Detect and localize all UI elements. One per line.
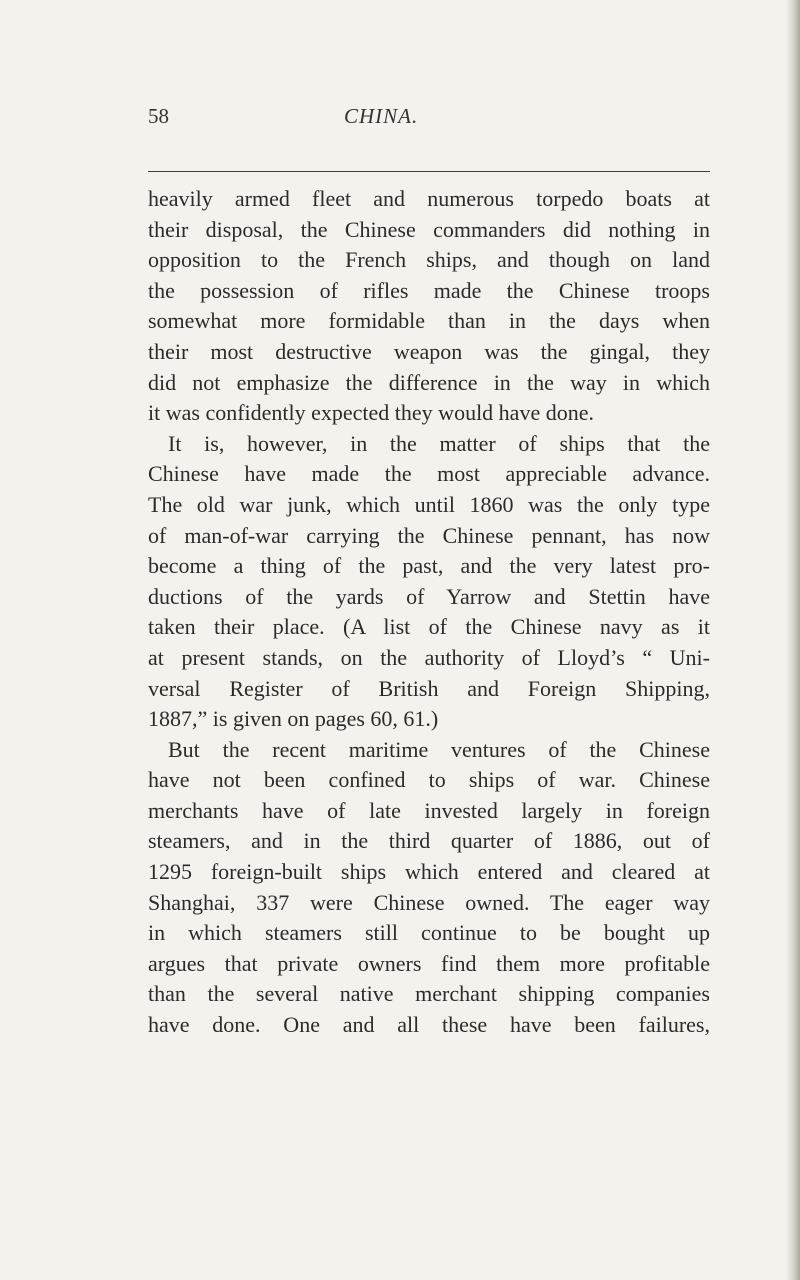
text-line: in which steamers still continue to be bought up: [148, 920, 710, 946]
text-line: their disposal, the Chinese commanders did nothing in: [148, 216, 710, 242]
page-number: 58: [148, 104, 169, 128]
text-line: It is, however, in the matter of ships that the: [168, 430, 710, 456]
text-line: did not emphasize the difference in the way in which: [148, 369, 710, 395]
text-line: steamers, and in the third quarter of 1886, out of: [148, 828, 710, 854]
text-line: opposition to the French ships, and though on land: [148, 247, 710, 273]
text-line: versal Register of British and Foreign Shipping,: [148, 675, 710, 701]
text-line: Shanghai, 337 were Chinese owned. The eager way: [148, 889, 710, 915]
text-line: their most destructive weapon was the gingal, they: [148, 338, 710, 364]
text-line: than the several native merchant shipping companies: [148, 981, 710, 1007]
text-line: have done. One and all these have been failures,: [148, 1012, 710, 1038]
text-line: ductions of the yards of Yarrow and Stettin have: [148, 583, 710, 609]
text-line: merchants have of late invested largely in foreign: [148, 797, 710, 823]
text-line: But the recent maritime ventures of the Chinese: [168, 736, 710, 762]
text-line: somewhat more formidable than in the days when: [148, 308, 710, 334]
text-line: at present stands, on the authority of Lloyd’s “ Uni-: [148, 644, 710, 670]
text-line: The old war junk, which until 1860 was the only type: [148, 491, 710, 517]
text-line: heavily armed fleet and numerous torpedo boats at: [148, 186, 710, 211]
text-line: 1887,” is given on pages 60, 61.): [148, 706, 439, 732]
text-line: taken their place. (A list of the Chinese navy as it: [148, 614, 710, 640]
text-line: the possession of rifles made the Chinese troops: [148, 277, 710, 303]
body-text: [148, 184, 710, 1041]
header-rule: [148, 171, 710, 172]
page-edge-shadow: [786, 0, 800, 1280]
page-header: [148, 104, 710, 144]
text-line: have not been confined to ships of war. Chinese: [148, 767, 710, 793]
text-line: Chinese have made the most appreciable advance.: [148, 461, 710, 487]
text-line: 1295 foreign-built ships which entered and cleared at: [148, 859, 710, 885]
text-line: of man-of-war carrying the Chinese pennant, has now: [148, 522, 710, 548]
running-head: CHINA.: [344, 104, 419, 128]
text-line: it was confidently expected they would have done.: [148, 400, 594, 426]
text-line: argues that private owners find them more profitable: [148, 950, 710, 976]
text-line: become a thing of the past, and the very latest pro-: [148, 553, 710, 579]
